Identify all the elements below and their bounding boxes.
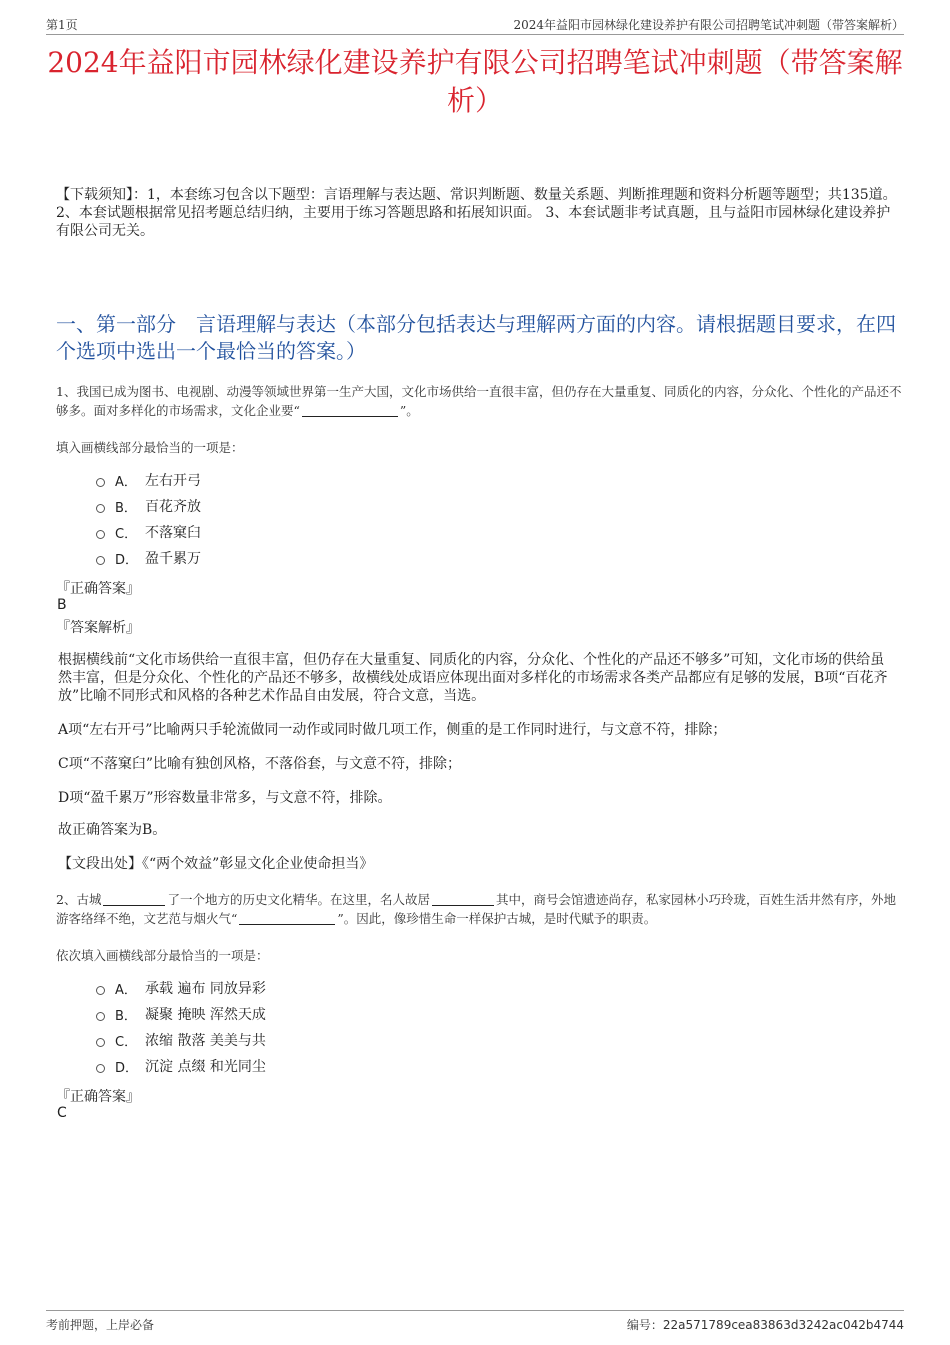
page-number: 第1页	[46, 18, 78, 32]
download-notice: 【下载须知】：1，本套练习包含以下题型：言语理解与表达题、常识判断题、数量关系题、判断推理题和资料分析题等题型；共135道。 2、本套试题根据常见招考题总结归纳，主要用于练习答题思路和拓展知识面。 3、本套试题非考试真题，且与益阳市园林绿化建设养护有限公司无关。	[56, 187, 897, 239]
question-1-prompt: 填入画横线部分最恰当的一项是：	[56, 440, 244, 455]
radio-icon[interactable]	[96, 1012, 105, 1021]
document-code: 编号：22a571789cea83863d3242ac042b4744	[626, 1318, 904, 1332]
option-c[interactable]: C． 不落窠臼	[96, 519, 201, 545]
question-1-options	[96, 467, 201, 571]
analysis-paragraph: 根据横线前“文化市场供给一直很丰富，但仍存在大量重复、同质化的内容，分众化、个性化的产品还不够多”可知，文化市场的供给虽然丰富，但是分众化、个性化的产品还不够多，故横线处成语应体现出面对多样化的市场需求各类产品都应有足够的发展，B项“百花齐放”比喻不同形式和风格的各种艺术作品自由发展，符合文意，当选。	[58, 652, 888, 704]
fill-blank	[432, 893, 494, 906]
radio-icon[interactable]	[96, 478, 105, 487]
analysis-paragraph: C项“不落窠臼”比喻有独创风格，不落俗套，与文意不符，排除；	[58, 756, 462, 772]
radio-icon[interactable]	[96, 1064, 105, 1073]
footer-slogan: 考前押题，上岸必备	[46, 1318, 155, 1332]
radio-icon[interactable]	[96, 986, 105, 995]
section-heading: 一、第一部分 言语理解与表达（本部分包括表达与理解两方面的内容。请根据题目要求，在四个选项中选出一个最恰当的答案。）	[56, 312, 896, 363]
text-source: 【文段出处】《“两个效益”彰显文化企业使命担当》	[58, 856, 374, 872]
option-d[interactable]: D． 盈千累万	[96, 545, 201, 571]
option-a[interactable]: A． 承载 遍布 同放异彩	[96, 975, 266, 1001]
option-b[interactable]: B． 凝聚 掩映 浑然天成	[96, 1001, 266, 1027]
question-2-prompt: 依次填入画横线部分最恰当的一项是：	[56, 948, 269, 963]
correct-answer: B	[57, 597, 67, 613]
radio-icon[interactable]	[96, 1038, 105, 1047]
header-doc-title: 2024年益阳市园林绿化建设养护有限公司招聘笔试冲刺题（带答案解析）	[513, 18, 904, 32]
analysis-paragraph: A项“左右开弓”比喻两只手轮流做同一动作或同时做几项工作，侧重的是工作同时进行，与文意不符，排除；	[58, 722, 727, 738]
document-title: 2024年益阳市园林绿化建设养护有限公司招聘笔试冲刺题（带答案解析）	[47, 46, 903, 117]
analysis-conclusion: 故正确答案为B。	[58, 822, 167, 838]
analysis-label: 『答案解析』	[56, 620, 140, 636]
correct-answer-label: 『正确答案』	[56, 581, 140, 597]
page-footer	[46, 1310, 904, 1335]
page-header	[46, 14, 904, 35]
question-2-options	[96, 975, 266, 1079]
option-c[interactable]: C． 浓缩 散落 美美与共	[96, 1027, 266, 1053]
option-d[interactable]: D． 沉淀 点缀 和光同尘	[96, 1053, 266, 1079]
radio-icon[interactable]	[96, 556, 105, 565]
correct-answer-label: 『正确答案』	[56, 1089, 140, 1105]
radio-icon[interactable]	[96, 504, 105, 513]
radio-icon[interactable]	[96, 530, 105, 539]
fill-blank	[103, 893, 165, 906]
question-2-text: 2、古城 了一个地方的历史文化精华。在这里，名人故居 其中，商号会馆遗迹尚存，私家园林小巧玲珑，百姓生活井然有序，外地游客络绎不绝，文艺范与烟火气“ ”。因此，像珍惜生命一样保护古城，是时代赋予的职责。	[56, 892, 896, 926]
correct-answer: C	[57, 1105, 67, 1121]
fill-blank	[239, 912, 335, 925]
fill-blank	[302, 404, 398, 417]
analysis-paragraph: D项“盈千累万”形容数量非常多，与文意不符，排除。	[58, 790, 392, 806]
question-1-text: 1、我国已成为图书、电视剧、动漫等领域世界第一生产大国，文化市场供给一直很丰富，但仍存在大量重复、同质化的内容，分众化、个性化的产品还不够多。面对多样化的市场需求，文化企业要“ ”。	[56, 384, 902, 418]
option-a[interactable]: A． 左右开弓	[96, 467, 201, 493]
option-b[interactable]: B． 百花齐放	[96, 493, 201, 519]
